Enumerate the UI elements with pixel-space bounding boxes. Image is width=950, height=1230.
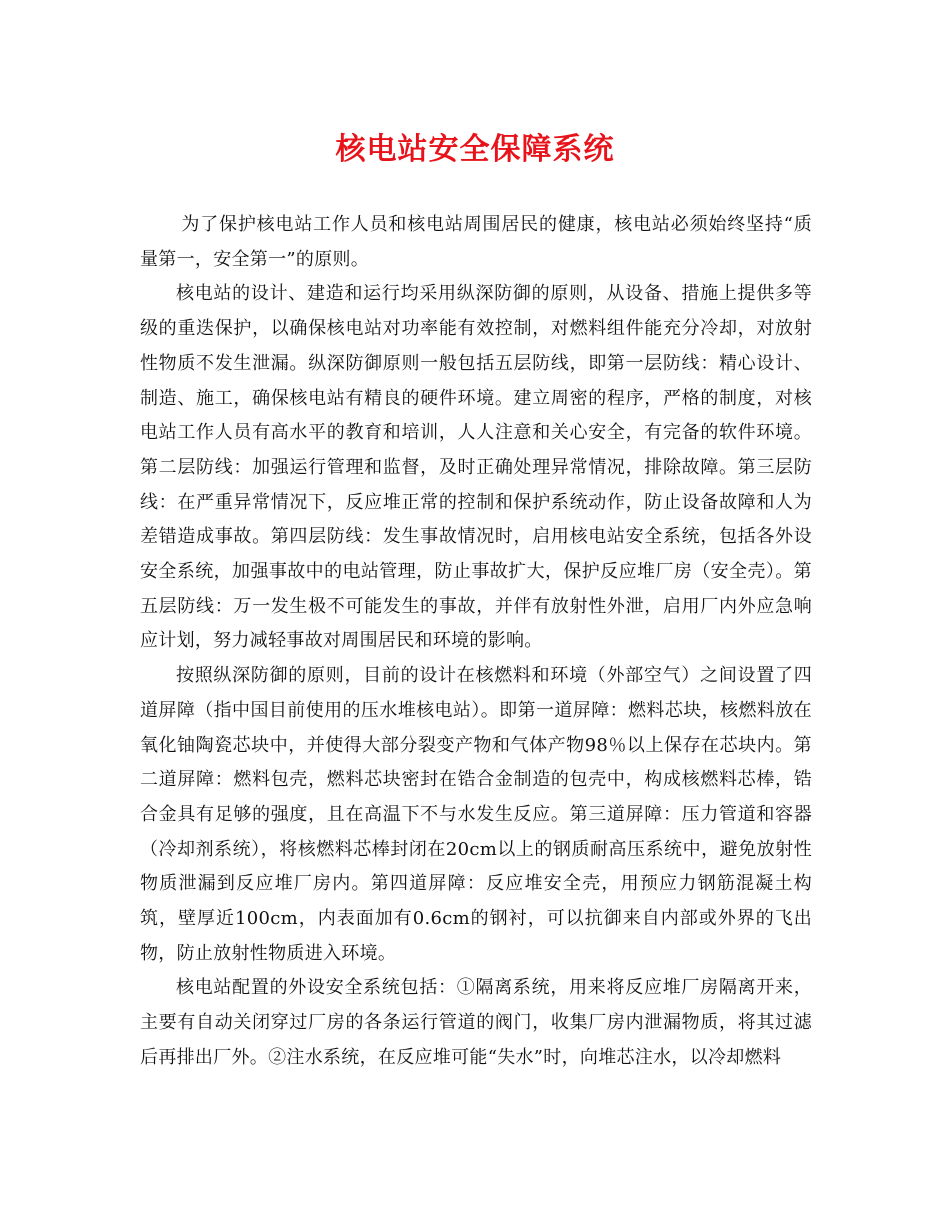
paragraph-four-barriers: 按照纵深防御的原则，目前的设计在核燃料和环境（外部空气）之间设置了四道屏障（指中国目前使用的压水堆核电站）。即第一道屏障：燃料芯块，核燃料放在氧化铀陶瓷芯块中，并使得大部分裂变产物和气体产物98％以上保存在芯块内。第二道屏障：燃料包壳，燃料芯块密封在锆合金制造的包壳中，构成核燃料芯棒，锆合金具有足够的强度，且在高温下不与水发生反应。第三道屏障：压力管道和容器（冷却剂系统），将核燃料芯棒封闭在20cm以上的钢质耐高压系统中，避免放射性物质泄漏到反应堆厂房内。第四道屏障：反应堆安全壳，用预应力钢筋混凝土构筑，壁厚近100cm，内表面加有0.6cm的钢衬，可以抗御来自内部或外界的飞出物，防止放射性物质进入环境。 (140, 665, 812, 964)
document-body (140, 208, 812, 1076)
paragraph-external-safety-systems: 核电站配置的外设安全系统包括：①隔离系统，用来将反应堆厂房隔离开来，主要有自动关闭穿过厂房的各条运行管道的阀门，收集厂房内泄漏物质，将其过滤后再排出厂外。②注水系统，在反应堆可能“失水”时，向堆芯注水，以冷却燃料 (140, 977, 812, 1068)
paragraph-defense-in-depth: 核电站的设计、建造和运行均采用纵深防御的原则，从设备、措施上提供多等级的重迭保护，以确保核电站对功率能有效控制，对燃料组件能充分冷却，对放射性物质不发生泄漏。纵深防御原则一般包括五层防线，即第一层防线：精心设计、制造、施工，确保核电站有精良的硬件环境。建立周密的程序，严格的制度，对核电站工作人员有高水平的教育和培训，人人注意和关心安全，有完备的软件环境。第二层防线：加强运行管理和监督，及时正确处理异常情况，排除故障。第三层防线：在严重异常情况下，反应堆正常的控制和保护系统动作，防止设备故障和人为差错造成事故。第四层防线：发生事故情况时，启用核电站安全系统，包括各外设安全系统，加强事故中的电站管理，防止事故扩大，保护反应堆厂房（安全壳）。第五层防线：万一发生极不可能发生的事故，并伴有放射性外泄，启用厂内外应急响应计划，努力减轻事故对周围居民和环境的影响。 (140, 283, 812, 652)
paragraph-intro: 为了保护核电站工作人员和核电站周围居民的健康，核电站必须始终坚持“质量第一，安全第一”的原则。 (140, 214, 812, 270)
document-title: 核电站安全保障系统 (335, 132, 615, 167)
